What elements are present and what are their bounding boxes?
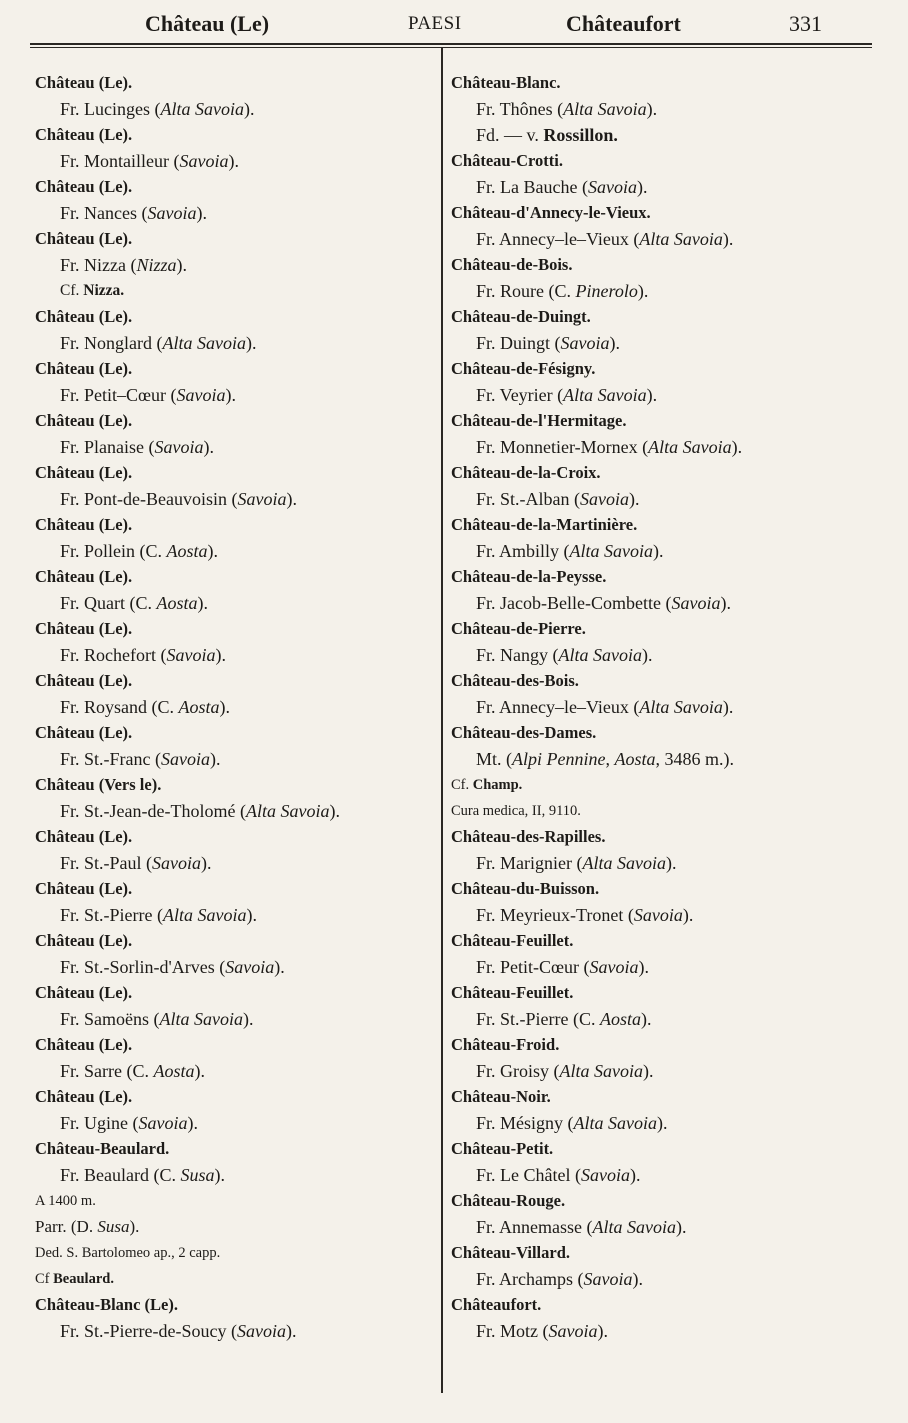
entry-headword: Château-Froid. xyxy=(451,1035,560,1054)
entry-note: Cf. Champ. xyxy=(451,777,523,793)
entry-headword: Château (Le). xyxy=(35,1035,133,1054)
entry xyxy=(451,564,891,616)
entry-headword: Château (Le). xyxy=(35,307,133,326)
entry xyxy=(451,668,891,720)
entry-location: Fr. Pollein (C. Aosta). xyxy=(60,541,219,561)
entry xyxy=(451,928,891,980)
entry-headword: Château (Le). xyxy=(35,723,133,742)
entry-headword: Château (Le). xyxy=(35,619,133,638)
entry-headword: Château-du-Buisson. xyxy=(451,879,600,898)
entry-headword: Château-Noir. xyxy=(451,1087,551,1106)
entry xyxy=(35,1032,435,1084)
entry-location: Fr. Petit–Cœur (Savoia). xyxy=(60,385,237,405)
entry-location: Fr. Rochefort (Savoia). xyxy=(60,645,226,665)
entry-location: Fr. Annecy–le–Vieux (Alta Savoia). xyxy=(476,229,734,249)
entry-headword: Château-Petit. xyxy=(451,1139,554,1158)
entry-headword: Château-de-Bois. xyxy=(451,255,573,274)
entry-location: Fr. Mésigny (Alta Savoia). xyxy=(476,1113,668,1133)
entry-headword: Château-Villard. xyxy=(451,1243,571,1262)
entry-headword: Château-d'Annecy-le-Vieux. xyxy=(451,203,651,222)
entry-location: Fr. Meyrieux-Tronet (Savoia). xyxy=(476,905,694,925)
entry xyxy=(451,512,891,564)
entry-location: Fr. St.-Pierre-de-Soucy (Savoia). xyxy=(60,1321,297,1341)
entry-headword: Châteaufort. xyxy=(451,1295,542,1314)
entry-location: Fr. Pont-de-Beauvoisin (Savoia). xyxy=(60,489,297,509)
entry-location: Fr. Ambilly (Alta Savoia). xyxy=(476,541,664,561)
entry-headword: Château (Le). xyxy=(35,567,133,586)
entry xyxy=(451,148,891,200)
entry xyxy=(35,70,435,122)
entry xyxy=(35,720,435,772)
entry-headword: Château (Le). xyxy=(35,983,133,1002)
entry-location: Fr. Quart (C. Aosta). xyxy=(60,593,209,613)
entry-location: Fr. Jacob-Belle-Combette (Savoia). xyxy=(476,593,731,613)
entry-location: Fr. St.-Pierre (Alta Savoia). xyxy=(60,905,257,925)
entry-location: Fr. Veyrier (Alta Savoia). xyxy=(476,385,658,405)
entry xyxy=(451,1188,891,1240)
entry-headword: Château (Le). xyxy=(35,879,133,898)
entry-note: Parr. (D. Susa). xyxy=(35,1217,140,1236)
entry xyxy=(35,564,435,616)
entry-location: Fr. Roure (C. Pinerolo). xyxy=(476,281,649,301)
entry xyxy=(35,668,435,720)
entry-headword: Château (Le). xyxy=(35,73,133,92)
entry-headword: Château-des-Bois. xyxy=(451,671,579,690)
entry-headword: Château (Le). xyxy=(35,827,133,846)
entry-headword: Château (Le). xyxy=(35,359,133,378)
entry-headword: Château-de-l'Hermitage. xyxy=(451,411,627,430)
entry-cross-reference: Fd. — v. Rossillon. xyxy=(476,125,618,145)
entry-location: Fr. St.-Jean-de-Tholomé (Alta Savoia). xyxy=(60,801,340,821)
running-head-right: Châteaufort xyxy=(566,11,681,36)
entry-note: Cura medica, II, 9110. xyxy=(451,803,581,819)
entry-location: Fr. Planaise (Savoia). xyxy=(60,437,214,457)
entry-cross-reference: Cf. Nizza. xyxy=(60,282,125,299)
entry-headword: Château-de-la-Peysse. xyxy=(451,567,607,586)
entry-note: A 1400 m. xyxy=(35,1193,96,1209)
entry-headword: Château-Feuillet. xyxy=(451,931,574,950)
entry-location: Fr. St.-Sorlin-d'Arves (Savoia). xyxy=(60,957,285,977)
running-head-center: PAESI xyxy=(408,13,462,34)
entry xyxy=(35,1084,435,1136)
entry-headword: Château (Le). xyxy=(35,125,133,144)
entry-location: Fr. St.-Paul (Savoia). xyxy=(60,853,212,873)
entry-location: Mt. (Alpi Pennine, Aosta, 3486 m.). xyxy=(476,749,734,769)
page-number: 331 xyxy=(789,11,822,36)
entry-location: Fr. Monnetier-Mornex (Alta Savoia). xyxy=(476,437,743,457)
entry-location: Fr. Archamps (Savoia). xyxy=(476,1269,643,1289)
entry-headword: Château-Beaulard. xyxy=(35,1139,170,1158)
entry xyxy=(451,876,891,928)
entry xyxy=(451,1084,891,1136)
entry-headword: Château (Le). xyxy=(35,931,133,950)
entry-location: Fr. St.-Pierre (C. Aosta). xyxy=(476,1009,652,1029)
entry-headword: Château-de-Pierre. xyxy=(451,619,586,638)
entry-headword: Château-de-Fésigny. xyxy=(451,359,596,378)
entry-location: Fr. La Bauche (Savoia). xyxy=(476,177,648,197)
entry xyxy=(451,616,891,668)
entry xyxy=(451,1240,891,1292)
entry xyxy=(35,1292,435,1344)
entry-location: Fr. Beaulard (C. Susa). xyxy=(60,1165,225,1185)
entry-location: Fr. St.-Alban (Savoia). xyxy=(476,489,640,509)
entry-headword: Château (Le). xyxy=(35,1087,133,1106)
entry xyxy=(451,70,891,148)
entry xyxy=(451,980,891,1032)
entry xyxy=(35,460,435,512)
entry xyxy=(451,720,891,824)
entry-headword: Château-de-la-Croix. xyxy=(451,463,601,482)
entry-headword: Château-Blanc (Le). xyxy=(35,1295,178,1314)
entry-location: Fr. Motz (Savoia). xyxy=(476,1321,609,1341)
entry-note: Ded. S. Bartolomeo ap., 2 capp. xyxy=(35,1245,221,1261)
entry-location: Fr. Sarre (C. Aosta). xyxy=(60,1061,206,1081)
entry xyxy=(35,226,435,304)
entry xyxy=(451,356,891,408)
entry xyxy=(451,252,891,304)
entry-headword: Château-des-Dames. xyxy=(451,723,597,742)
entry-headword: Château (Le). xyxy=(35,515,133,534)
entry-location: Fr. St.-Franc (Savoia). xyxy=(60,749,221,769)
entry-location: Fr. Lucinges (Alta Savoia). xyxy=(60,99,255,119)
entry-headword: Château (Vers le). xyxy=(35,775,162,794)
header-rule-thin xyxy=(30,47,872,48)
entry xyxy=(451,1032,891,1084)
running-head-left: Château (Le) xyxy=(145,11,270,36)
entry-headword: Château-de-la-Martinière. xyxy=(451,515,638,534)
entry xyxy=(451,1136,891,1188)
entry-headword: Château (Le). xyxy=(35,411,133,430)
entry-location: Fr. Ugine (Savoia). xyxy=(60,1113,198,1133)
entry xyxy=(35,616,435,668)
entry xyxy=(35,356,435,408)
entry-location: Fr. Annecy–le–Vieux (Alta Savoia). xyxy=(476,697,734,717)
left-column xyxy=(35,70,435,1344)
entry-location: Fr. Marignier (Alta Savoia). xyxy=(476,853,677,873)
entry xyxy=(35,1136,435,1292)
entry-location: Fr. Roysand (C. Aosta). xyxy=(60,697,231,717)
entry-location: Fr. Nances (Savoia). xyxy=(60,203,207,223)
entry-location: Fr. Montailleur (Savoia). xyxy=(60,151,239,171)
entry-location: Fr. Le Châtel (Savoia). xyxy=(476,1165,641,1185)
entry-headword: Château-des-Rapilles. xyxy=(451,827,606,846)
entry-headword: Château (Le). xyxy=(35,229,133,248)
entry xyxy=(35,122,435,174)
entry-headword: Château-Blanc. xyxy=(451,73,561,92)
entry xyxy=(35,174,435,226)
entry-location: Fr. Petit-Cœur (Savoia). xyxy=(476,957,650,977)
entry xyxy=(451,408,891,460)
entry xyxy=(35,980,435,1032)
entry-location: Fr. Annemasse (Alta Savoia). xyxy=(476,1217,687,1237)
entry-location: Fr. Duingt (Savoia). xyxy=(476,333,621,353)
entry xyxy=(35,928,435,980)
entry xyxy=(451,1292,891,1344)
entry-location: Fr. Nizza (Nizza). xyxy=(60,255,188,275)
entry-location: Fr. Nangy (Alta Savoia). xyxy=(476,645,653,665)
entry-location: Fr. Thônes (Alta Savoia). xyxy=(476,99,658,119)
entry-headword: Château (Le). xyxy=(35,463,133,482)
entry xyxy=(35,876,435,928)
right-column xyxy=(451,70,891,1344)
entry xyxy=(35,408,435,460)
entry xyxy=(35,824,435,876)
entry xyxy=(451,304,891,356)
entry-location: Fr. Samoëns (Alta Savoia). xyxy=(60,1009,254,1029)
entry xyxy=(35,304,435,356)
entry xyxy=(35,772,435,824)
entry-headword: Château (Le). xyxy=(35,177,133,196)
entry-headword: Château-de-Duingt. xyxy=(451,307,591,326)
entry-headword: Château-Feuillet. xyxy=(451,983,574,1002)
entry-headword: Château-Crotti. xyxy=(451,151,563,170)
entry-headword: Château-Rouge. xyxy=(451,1191,566,1210)
entry-note: Cf Beaulard. xyxy=(35,1271,114,1287)
entry xyxy=(451,824,891,876)
entry-headword: Château (Le). xyxy=(35,671,133,690)
entry xyxy=(35,512,435,564)
entry xyxy=(451,460,891,512)
column-separator xyxy=(441,48,443,1393)
entry xyxy=(451,200,891,252)
entry-location: Fr. Nonglard (Alta Savoia). xyxy=(60,333,257,353)
header-rule xyxy=(30,43,872,45)
entry-location: Fr. Groisy (Alta Savoia). xyxy=(476,1061,654,1081)
